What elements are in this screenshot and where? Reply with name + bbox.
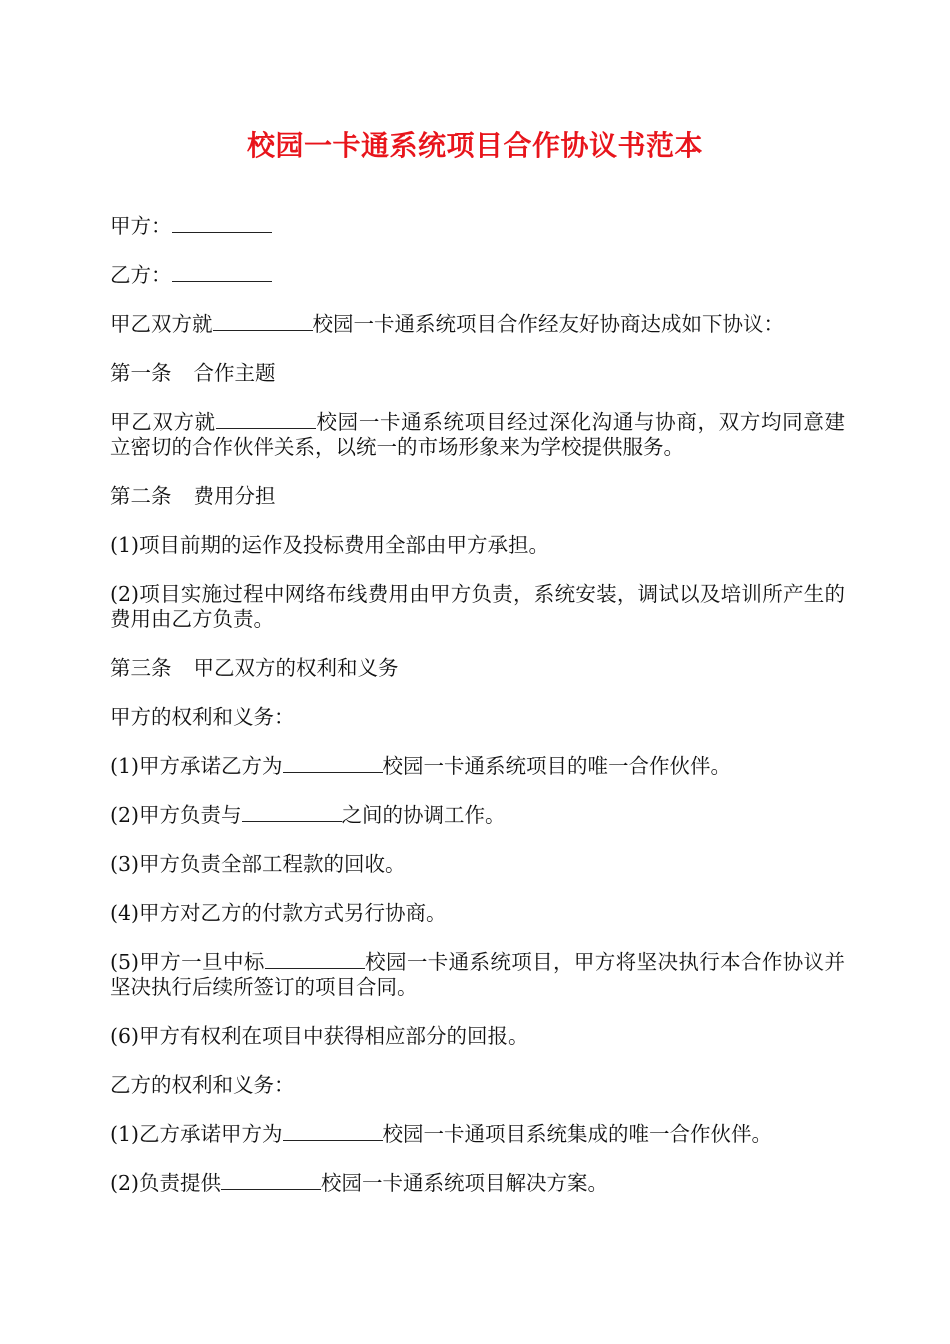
paragraph-text: 合作主题 [193,361,276,385]
paragraph [110,484,845,509]
paragraph-text: 之间的协调工作。 [341,803,506,827]
paragraph [110,263,845,288]
paragraph-text: 甲乙双方就 [110,410,216,434]
paragraph-text: 校园一卡通系统项目的唯一合作伙伴。 [382,754,732,778]
paragraph-text: 第一条 [110,361,172,385]
fill-in-blank [172,214,272,233]
paragraph-text: 甲乙双方就 [110,312,213,336]
paragraph-text: 校园一卡通项目系统集成的唯一合作伙伴。 [382,1122,773,1146]
fill-in-blank [265,950,365,969]
paragraph [110,582,845,632]
paragraph [110,312,845,337]
fill-in-blank [216,410,316,429]
paragraph-text: 校园一卡通系统项目，甲方将坚决执行本合作协议并坚决执行后续所签订的项目合同。 [110,950,845,999]
paragraph-text: 第三条 [110,656,172,680]
fill-in-blank [283,1122,383,1141]
paragraph-text: 甲方： [110,214,172,238]
paragraph-text: 甲乙双方的权利和义务 [193,656,399,680]
paragraph-text: 校园一卡通系统项目经过深化沟通与协商，双方均同意建立密切的合作伙伴关系，以统一的市场形象来为学校提供服务。 [110,410,846,459]
paragraph [110,1024,845,1049]
paragraph-text: 费用分担 [193,484,276,508]
paragraph-text: 校园一卡通系统项目解决方案。 [321,1171,609,1195]
paragraph [110,656,845,681]
paragraph [110,533,845,558]
document-title: 校园一卡通系统项目合作协议书范本 [246,129,703,162]
paragraph-text: (1)项目前期的运作及投标费用全部由甲方承担。 [110,533,550,557]
paragraph [110,803,845,828]
fill-in-blank [172,263,272,282]
paragraph [110,410,845,460]
paragraph [110,1171,845,1196]
fill-in-blank [213,312,313,331]
fill-in-blank [221,1171,321,1190]
paragraph-text: (2)甲方负责与 [110,803,242,827]
paragraph [110,754,845,779]
paragraph [110,705,845,730]
fill-in-blank [242,803,342,822]
paragraph [110,214,845,239]
paragraph-text: 乙方： [110,263,172,287]
paragraph-text: (1)乙方承诺甲方为 [110,1122,283,1146]
paragraph [110,852,845,877]
paragraph-text: (2)负责提供 [110,1171,222,1195]
paragraph-text: (2)项目实施过程中网络布线费用由甲方负责，系统安装，调试以及培训所产生的费用由乙方负责。 [110,582,845,631]
paragraph [110,1073,845,1098]
paragraph-text: 甲方的权利和义务： [110,705,295,729]
paragraph [110,1122,845,1147]
paragraph-text: (5)甲方一旦中标 [110,950,265,974]
paragraph-text: (4)甲方对乙方的付款方式另行协商。 [110,901,447,925]
paragraph-text: 乙方的权利和义务： [110,1073,295,1097]
document-body [110,214,845,1220]
paragraph-text: (3)甲方负责全部工程款的回收。 [110,852,406,876]
paragraph-text: 校园一卡通系统项目合作经友好协商达成如下协议： [312,312,784,336]
paragraph [110,950,845,1000]
paragraph-text: (1)甲方承诺乙方为 [110,754,283,778]
paragraph [110,361,845,386]
paragraph [110,901,845,926]
paragraph-text: 第二条 [110,484,172,508]
fill-in-blank [283,754,383,773]
paragraph-text: (6)甲方有权利在项目中获得相应部分的回报。 [110,1024,529,1048]
